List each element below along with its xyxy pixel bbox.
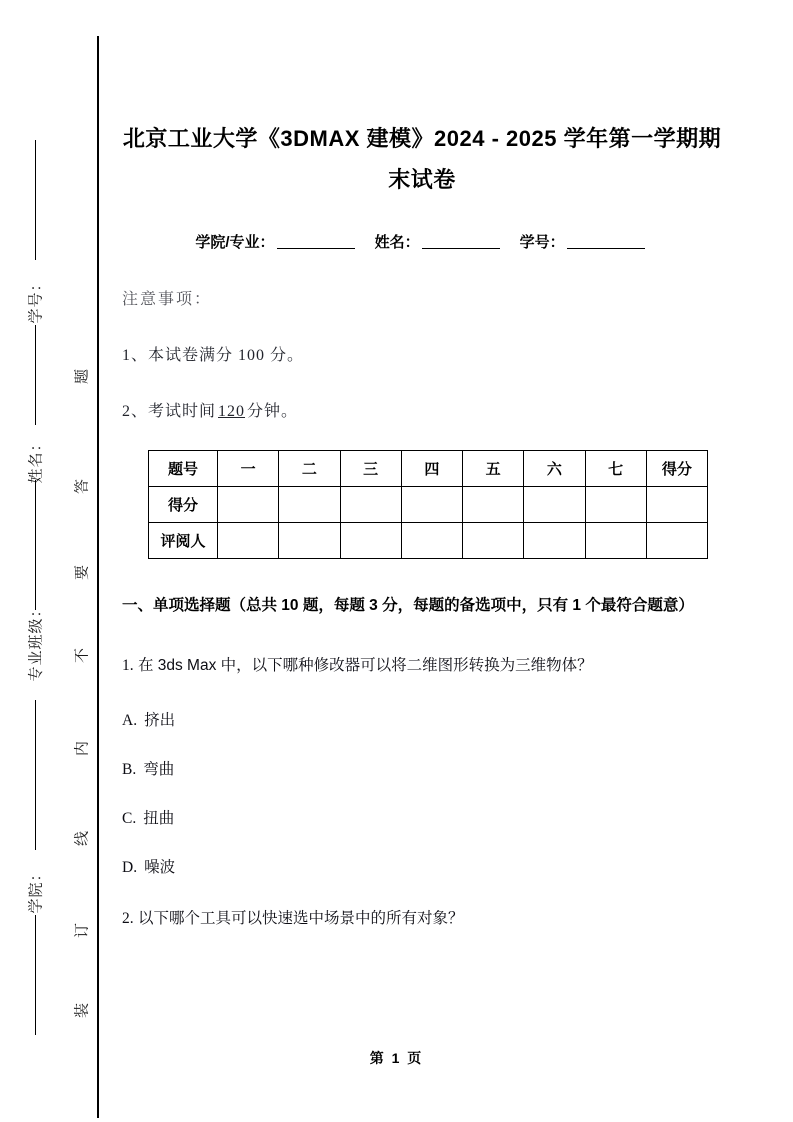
- margin-label-name: 姓名：: [28, 435, 45, 484]
- table-row-score: [149, 487, 708, 523]
- seal-char-xian: 线: [74, 831, 91, 847]
- margin-divider-1: [35, 140, 36, 260]
- margin-seal-phrase: [58, 0, 104, 1122]
- option-d-tag: D.: [122, 859, 138, 876]
- notice-item-2-before: 2、考试时间: [122, 403, 217, 420]
- student-id-blank[interactable]: [567, 248, 645, 249]
- grader-cell-3[interactable]: [340, 523, 401, 559]
- question-2-text: 以下哪个工具可以快速选中场景中的所有对象？: [137, 910, 464, 927]
- row-label-question-no: 题号: [149, 451, 218, 487]
- question-1-option-b[interactable]: [122, 757, 722, 779]
- margin-divider-3: [35, 480, 36, 610]
- col-header-2: 二: [279, 451, 340, 487]
- col-header-7: 七: [585, 451, 646, 487]
- college-label: 学院/专业：: [195, 234, 275, 251]
- seal-char-nei: 内: [74, 741, 91, 757]
- col-header-total: 得分: [646, 451, 707, 487]
- college-blank[interactable]: [277, 248, 355, 249]
- exam-content: [122, 0, 722, 934]
- col-header-4: 四: [401, 451, 462, 487]
- grader-cell-4[interactable]: [401, 523, 462, 559]
- grader-cell-1[interactable]: [218, 523, 279, 559]
- page-title: 北京工业大学《3DMAX 建模》2024 - 2025 学年第一学期期末试卷: [122, 126, 722, 192]
- score-cell-6[interactable]: [524, 487, 585, 523]
- question-1: [122, 651, 722, 681]
- question-2-number: 2.: [122, 910, 134, 927]
- table-row-grader: [149, 523, 708, 559]
- question-1-text: 在 3ds Max 中，以下哪种修改器可以将二维图形转换为三维物体？: [137, 657, 593, 674]
- score-cell-1[interactable]: [218, 487, 279, 523]
- table-row-header: [149, 451, 708, 487]
- exam-duration-value: 120: [218, 403, 246, 420]
- score-cell-4[interactable]: [401, 487, 462, 523]
- option-c-tag: C.: [122, 810, 137, 827]
- margin-label-college: 学院：: [28, 865, 45, 914]
- margin-divider-4: [35, 700, 36, 850]
- seal-char-bu: 不: [74, 648, 91, 664]
- option-a-tag: A.: [122, 712, 138, 729]
- col-header-5: 五: [463, 451, 524, 487]
- seal-char-ti: 题: [74, 369, 91, 385]
- seal-char-da: 答: [74, 479, 91, 495]
- margin-label-student-id: 学号：: [28, 275, 45, 324]
- page-footer: 第 1 页: [369, 1050, 424, 1066]
- notice-item-2: [122, 398, 722, 421]
- question-1-option-a[interactable]: [122, 708, 722, 730]
- option-c-text: 扭曲: [143, 810, 175, 827]
- col-header-3: 三: [340, 451, 401, 487]
- name-blank[interactable]: [422, 248, 500, 249]
- option-b-text: 弯曲: [143, 761, 175, 778]
- grader-cell-2[interactable]: [279, 523, 340, 559]
- col-header-1: 一: [218, 451, 279, 487]
- question-1-number: 1.: [122, 657, 134, 674]
- margin-label-class: 专业班级：: [28, 601, 45, 682]
- seal-char-zhuang: 装: [74, 1003, 91, 1019]
- grader-cell-total[interactable]: [646, 523, 707, 559]
- student-id-label: 学号：: [519, 234, 565, 251]
- score-table: [148, 450, 708, 559]
- margin-labels-outer: [12, 0, 58, 1122]
- option-a-text: 挤出: [144, 712, 176, 729]
- section-heading-1: 一、单项选择题（总共 10 题，每题 3 分，每题的备选项中，只有 1 个最符合题意）: [122, 597, 694, 614]
- question-2: [122, 904, 722, 934]
- notice-item-2-after: 分钟。: [247, 403, 299, 420]
- seal-char-ding: 订: [74, 923, 91, 939]
- question-1-option-c[interactable]: [122, 806, 722, 828]
- option-b-tag: B.: [122, 761, 137, 778]
- col-header-6: 六: [524, 451, 585, 487]
- option-d-text: 噪波: [144, 859, 176, 876]
- margin-divider-2: [35, 325, 36, 425]
- question-1-option-d[interactable]: [122, 855, 722, 877]
- notice-heading: 注意事项：: [122, 291, 213, 308]
- row-label-grader: 评阅人: [149, 523, 218, 559]
- notice-item-1: 1、本试卷满分 100 分。: [122, 347, 305, 364]
- score-cell-total[interactable]: [646, 487, 707, 523]
- score-cell-7[interactable]: [585, 487, 646, 523]
- score-cell-2[interactable]: [279, 487, 340, 523]
- grader-cell-7[interactable]: [585, 523, 646, 559]
- grader-cell-5[interactable]: [463, 523, 524, 559]
- student-info-line: [122, 231, 722, 252]
- score-cell-5[interactable]: [463, 487, 524, 523]
- margin-divider-5: [35, 915, 36, 1035]
- grader-cell-6[interactable]: [524, 523, 585, 559]
- row-label-score: 得分: [149, 487, 218, 523]
- name-label: 姓名：: [374, 234, 420, 251]
- seal-char-yao: 要: [74, 565, 91, 581]
- score-cell-3[interactable]: [340, 487, 401, 523]
